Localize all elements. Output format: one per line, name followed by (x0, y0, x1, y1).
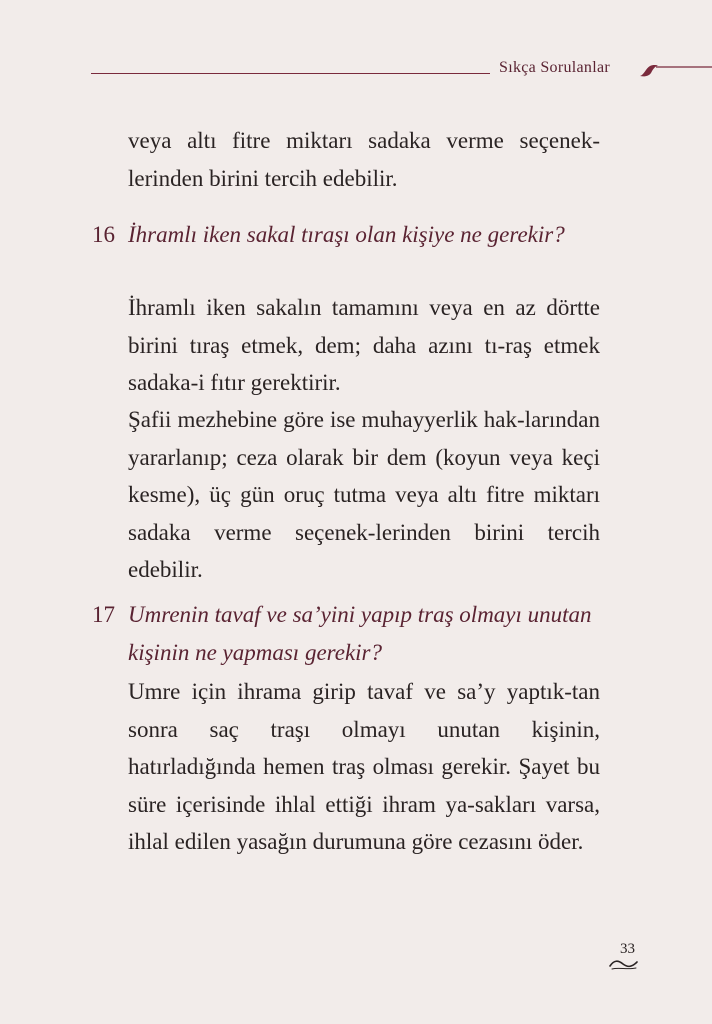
question-number: 16 (92, 222, 115, 247)
question-number: 17 (92, 602, 115, 627)
header-rule (91, 73, 490, 74)
header-flourish-icon (638, 62, 712, 78)
answer-paragraph: Umre için ihrama girip tavaf ve sa’y yaptık-tan sonra saç traşı olmayı unutan kişinin, hatırladığında hemen traş olması gerekir. Şayet bu süre içerisinde ihlal ettiği ihram ya-sakları varsa, ihlal edilen yasağın durumuna göre cezasını öder. (128, 679, 600, 854)
intro-paragraph: veya altı fitre miktarı sadaka verme seçenek-lerinden birini tercih edebilir. (128, 128, 600, 191)
answer-paragraph: Şafii mezhebine göre ise muhayyerlik hak-larından yararlanıp; ceza olarak bir dem (koyun veya keçi kesme), üç gün oruç tutma veya altı fitre miktarı sadaka verme seçenek-lerinden birini tercih edebilir. (128, 407, 600, 582)
question-text: Umrenin tavaf ve sa’yini yapıp traş olmayı unutan kişinin ne yapması gerekir? (128, 602, 592, 665)
question-text: İhramlı iken sakal tıraşı olan kişiye ne gerekir? (128, 222, 565, 247)
running-header-title: Sıkça Sorulanlar (499, 59, 610, 76)
page-flourish-icon (609, 957, 639, 971)
answer-paragraph: İhramlı iken sakalın tamamını veya en az dörtte birini tıraş etmek, dem; daha azını tı-raş etmek sadaka-i fıtır gerektirir. (128, 295, 600, 395)
page-number: 33 (620, 941, 635, 957)
